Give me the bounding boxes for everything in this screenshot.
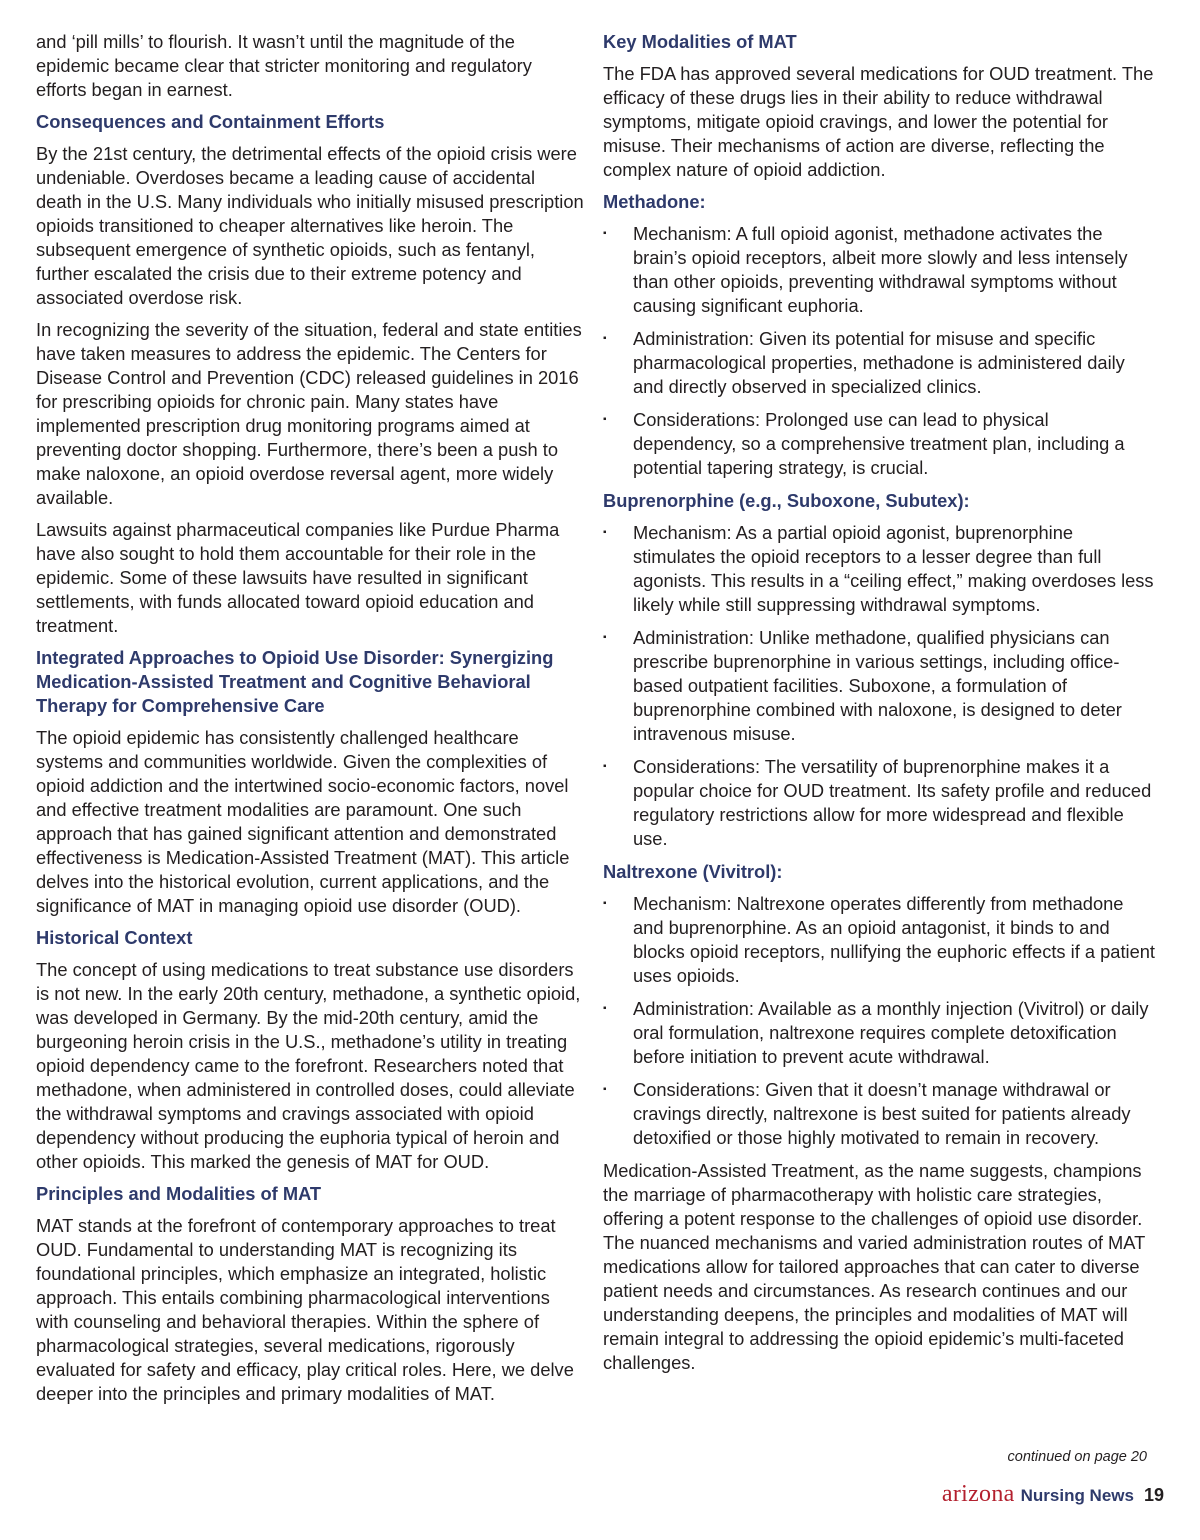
historical-context-heading: Historical Context [36, 927, 193, 948]
page-number: 19 [1143, 1485, 1164, 1505]
left-column [36, 30, 584, 1414]
historical-context-paragraph: The concept of using medications to treat substance use disorders is not new. In the early 20th century, methadone, a synthetic opioid, was developed in Germany. By the mid-20th century, amid the burgeoning heroin crisis in the U.S., methadone’s utility in treating opioid dependency came to the forefront. Researchers noted that methadone, when administered in controlled doses, could alleviate the withdrawal symptoms and cravings associated with opioid dependency without producing the euphoria typical of heroin and other opioids. This marked the genesis of MAT for OUD. [36, 959, 581, 1172]
consequences-paragraph-2: In recognizing the severity of the situation, federal and state entities have taken measures to address the epidemic. The Centers for Disease Control and Prevention (CDC) released guidelines in 2016 for prescribing opioids for chronic pain. Many states have implemented prescription drug monitoring programs aimed at preventing doctor shopping. Furthermore, there’s been a push to make naloxone, an opioid overdose reversal agent, more widely available. [36, 319, 582, 508]
methadone-heading: Methadone: [603, 191, 706, 212]
publication-name: Nursing News [1020, 1486, 1134, 1505]
key-modalities-heading: Key Modalities of MAT [603, 31, 797, 52]
right-column [603, 30, 1155, 1383]
brand-logo: arizona [941, 1481, 1015, 1507]
list-item: ▪ Considerations: Given that it doesn’t manage withdrawal or cravings directly, naltrexone is best suited for patients already detoxified or those highly motivated to remain in recovery. [603, 1078, 1155, 1150]
key-modalities-paragraph: The FDA has approved several medications for OUD treatment. The efficacy of these drugs lies in their ability to reduce withdrawal symptoms, mitigate opioid cravings, and lower the potential for misuse. Their mechanisms of action are diverse, reflecting the complex nature of opioid addiction. [603, 63, 1154, 180]
integrated-approaches-heading: Integrated Approaches to Opioid Use Disorder: Synergizing Medication-Assisted Treatment and Cognitive Behavioral Therapy for Comprehensive Care [36, 647, 554, 716]
intro-paragraph: and ‘pill mills’ to flourish. It wasn’t until the magnitude of the epidemic became clear that stricter monitoring and regulatory efforts began in earnest. [36, 31, 532, 100]
buprenorphine-heading: Buprenorphine (e.g., Suboxone, Subutex): [603, 490, 970, 511]
principles-paragraph: MAT stands at the forefront of contemporary approaches to treat OUD. Fundamental to understanding MAT is recognizing its foundational principles, which emphasize an integrated, holistic approach. This entails combining pharmacological interventions with counseling and behavioral therapies. Within the sphere of pharmacological strategies, several medications, rigorously evaluated for safety and efficacy, play critical roles. Here, we delve deeper into the principles and primary modalities of MAT. [36, 1215, 574, 1404]
list-item: ▪ Considerations: The versatility of buprenorphine makes it a popular choice for OUD treatment. Its safety profile and reduced regulatory restrictions allow for more widespread and flexible use. [603, 755, 1155, 851]
list-item: ▪ Considerations: Prolonged use can lead to physical dependency, so a comprehensive treatment plan, including a potential tapering strategy, is crucial. [603, 408, 1155, 480]
list-item: ▪ Administration: Given its potential for misuse and specific pharmacological properties, methadone is administered daily and directly observed in specialized clinics. [603, 327, 1155, 399]
methadone-list [603, 222, 1155, 480]
principles-heading: Principles and Modalities of MAT [36, 1183, 322, 1204]
list-item: ▪ Administration: Available as a monthly injection (Vivitrol) or daily oral formulation, naltrexone requires complete detoxification before initiation to prevent acute withdrawal. [603, 997, 1155, 1069]
consequences-paragraph-3: Lawsuits against pharmaceutical companies like Purdue Pharma have also sought to hold them accountable for their role in the epidemic. Some of these lawsuits have resulted in significant settlements, with funds allocated toward opioid education and treatment. [36, 519, 560, 636]
consequences-paragraph-1: By the 21st century, the detrimental effects of the opioid crisis were undeniable. Overdoses became a leading cause of accidental death in the U.S. Many individuals who initially misused prescription opioids transitioned to cheaper alternatives like heroin. The subsequent emergence of synthetic opioids, such as fentanyl, further escalated the crisis due to their extreme potency and associated overdose risk. [36, 143, 584, 308]
list-item: ▪ Administration: Unlike methadone, qualified physicians can prescribe buprenorphine in various settings, including office-based outpatient facilities. Suboxone, a formulation of buprenorphine combined with naloxone, is designed to deter intravenous misuse. [603, 626, 1155, 746]
continued-note: continued on page 20 [1007, 1449, 1147, 1465]
conclusion-paragraph: Medication-Assisted Treatment, as the name suggests, champions the marriage of pharmacotherapy with holistic care strategies, offering a potent response to the challenges of opioid use disorder. The nuanced mechanisms and varied administration routes of MAT medications allow for tailored approaches that can cater to diverse patient needs and circumstances. As research continues and our understanding deepens, the principles and modalities of MAT will remain integral to addressing the opioid epidemic’s multi-faceted challenges. [603, 1160, 1145, 1373]
naltrexone-list [603, 892, 1155, 1150]
integrated-approaches-paragraph: The opioid epidemic has consistently challenged healthcare systems and communities worldwide. Given the complexities of opioid addiction and the intertwined socio-economic factors, novel and effective treatment modalities are paramount. One such approach that has gained significant attention and demonstrated effectiveness is Medication-Assisted Treatment (MAT). This article delves into the historical evolution, current applications, and the significance of MAT in managing opioid use disorder (OUD). [36, 727, 570, 916]
list-item: ▪ Mechanism: As a partial opioid agonist, buprenorphine stimulates the opioid receptors to a lesser degree than full agonists. This results in a “ceiling effect,” making overdoses less likely while still suppressing withdrawal symptoms. [603, 521, 1155, 617]
buprenorphine-list [603, 521, 1155, 851]
consequences-heading: Consequences and Containment Efforts [36, 111, 385, 132]
page-footer [942, 1481, 1164, 1508]
list-item: ▪ Mechanism: Naltrexone operates differently from methadone and buprenorphine. As an opioid antagonist, it binds to and blocks opioid receptors, nullifying the euphoric effects if a patient uses opioids. [603, 892, 1155, 988]
naltrexone-heading: Naltrexone (Vivitrol): [603, 861, 783, 882]
list-item: ▪ Mechanism: A full opioid agonist, methadone activates the brain’s opioid receptors, albeit more slowly and less intensely than other opioids, preventing withdrawal symptoms without causing significant euphoria. [603, 222, 1155, 318]
